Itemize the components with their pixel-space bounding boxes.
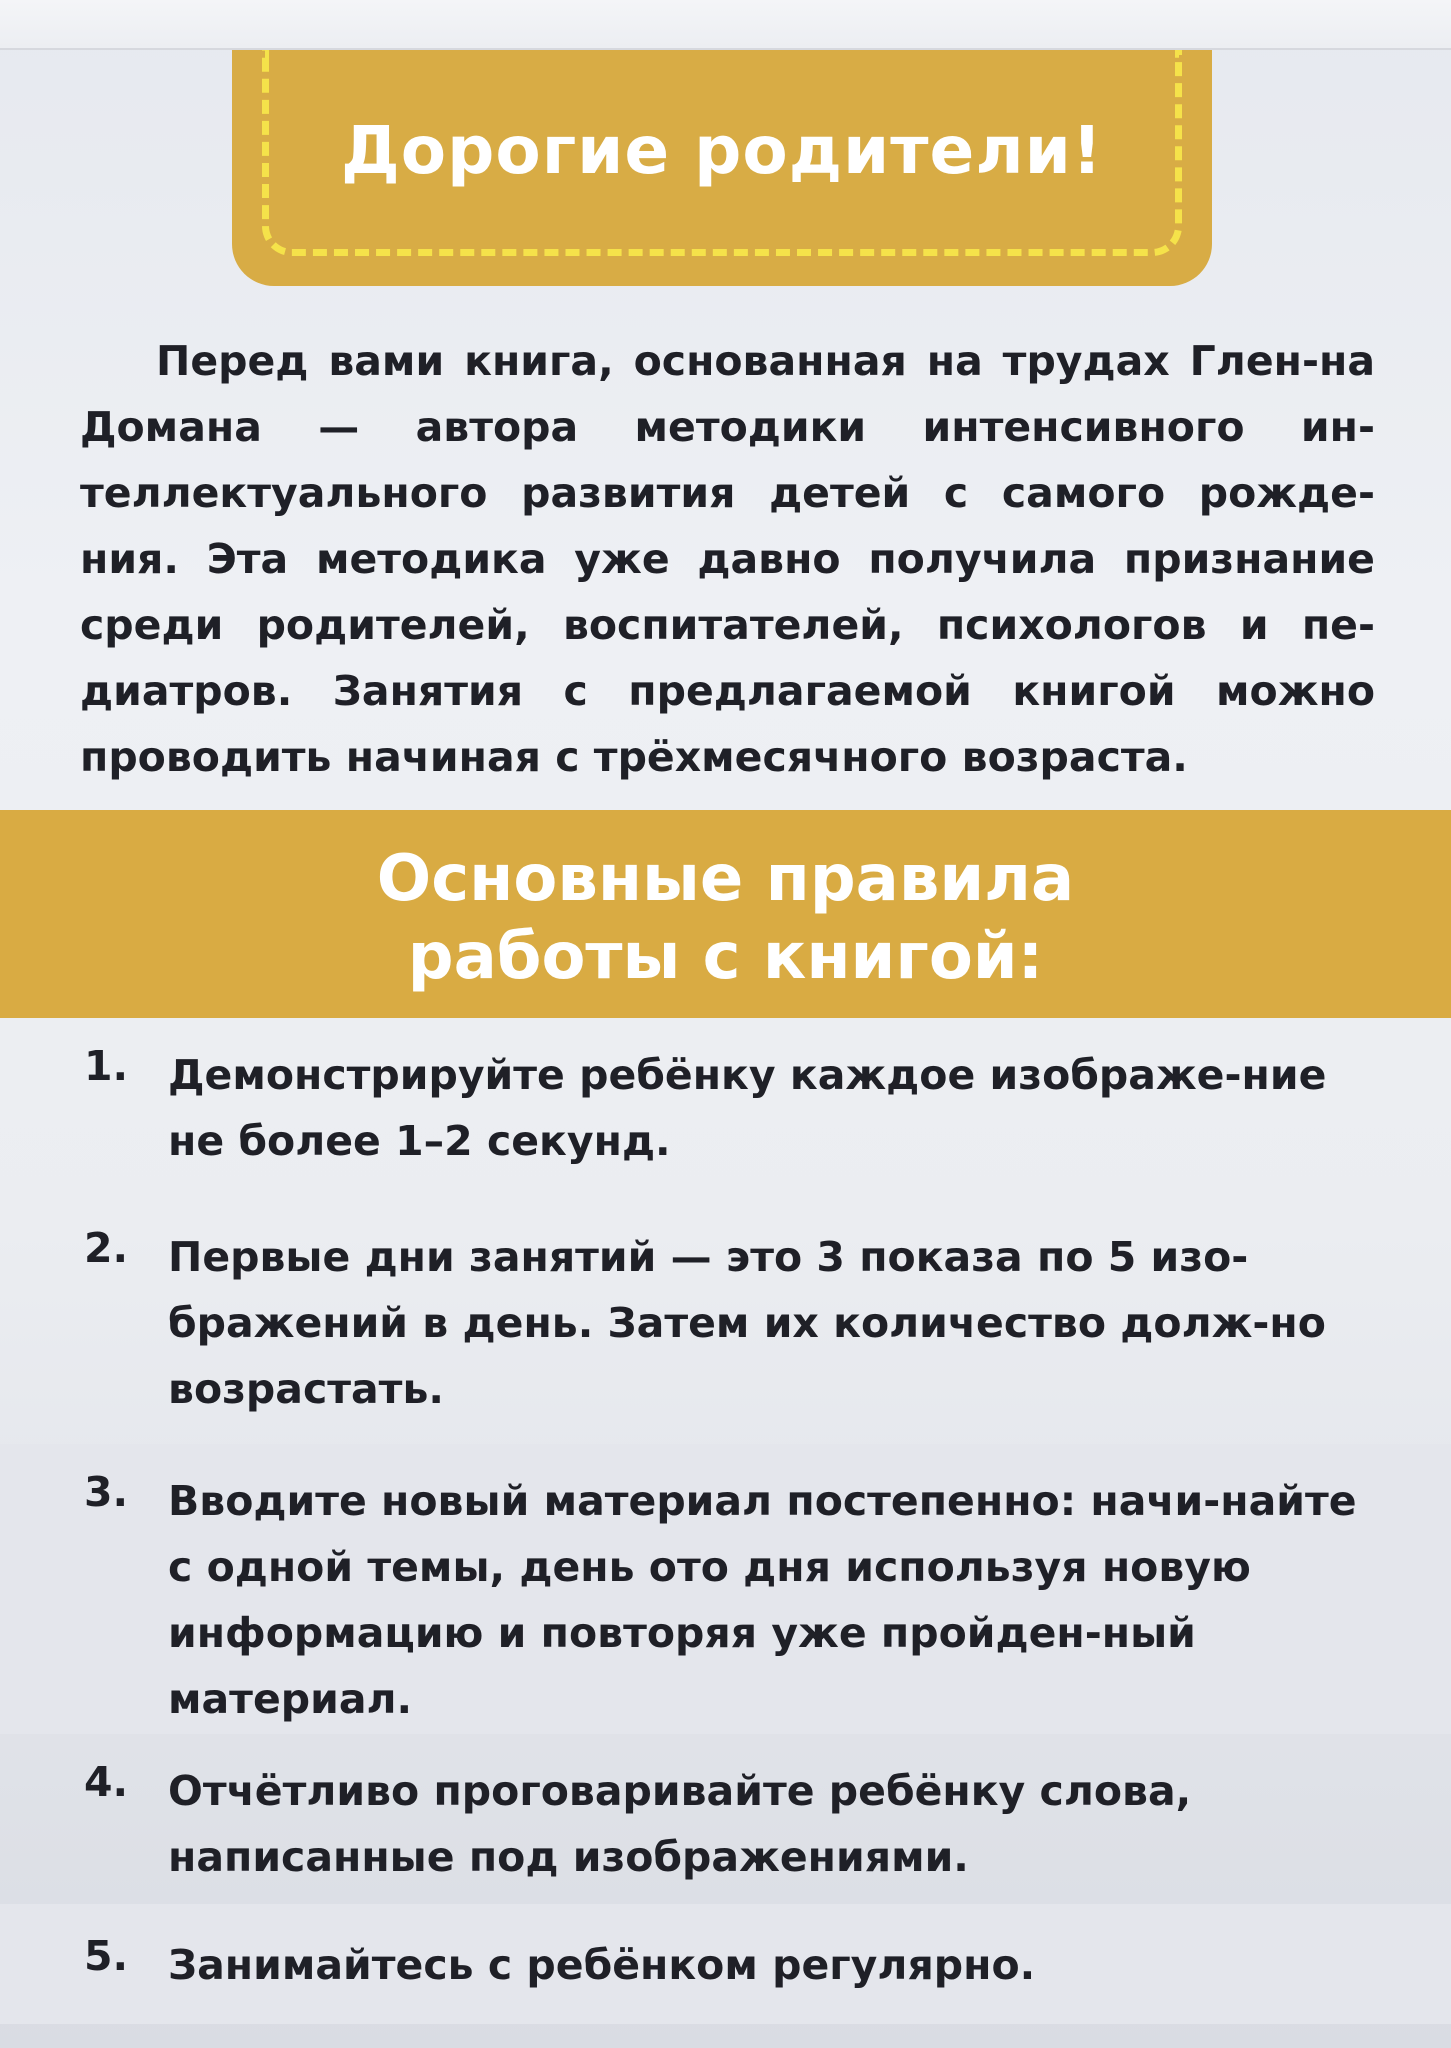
rules-header-band — [0, 810, 1451, 1018]
rule-number: 5. — [84, 1932, 129, 1980]
rule-item-1 — [0, 1018, 1451, 1200]
greeting-banner — [232, 50, 1212, 286]
rule-item-4 — [0, 1734, 1451, 1904]
greeting-title: Дорогие родители! — [340, 112, 1103, 189]
rule-text: Занимайтесь с ребёнком регулярно. — [168, 1941, 1036, 1989]
rule-number: 1. — [84, 1042, 129, 1090]
rule-text: Первые дни занятий — это 3 показа по 5 изо-бражений в день. Затем их количество долж-но возрастать. — [168, 1233, 1326, 1413]
rules-list — [0, 1018, 1451, 2024]
rule-number: 3. — [84, 1468, 129, 1516]
rules-title-line-1: Основные правила — [376, 842, 1075, 916]
rule-item-3 — [0, 1444, 1451, 1734]
rule-item-5 — [0, 1904, 1451, 2024]
rule-text: Вводите новый материал постепенно: начи-найте с одной темы, день ото дня используя новую информацию и повторяя уже пройден-ный материал. — [168, 1477, 1357, 1723]
intro-paragraph: Перед вами книга, основанная на трудах Глен-на Домана — автора методики интенсивного ин-теллектуального развития детей с самого рожде-ния. Эта методика уже давно получила признание среди родителей, воспитателей, психологов и пе-диатров. Занятия с предлагаемой книгой можно проводить начиная с трёхмесячного возраста. — [80, 337, 1375, 781]
rule-item-2 — [0, 1200, 1451, 1444]
rule-number: 4. — [84, 1758, 129, 1806]
rules-title — [0, 840, 1451, 996]
rule-text: Демонстрируйте ребёнку каждое изображе-ние не более 1–2 секунд. — [168, 1051, 1327, 1165]
page-top-edge — [0, 0, 1451, 50]
rule-number: 2. — [84, 1224, 129, 1272]
rules-title-line-2: работы с книгой: — [407, 920, 1044, 994]
rule-text: Отчётливо проговаривайте ребёнку слова, написанные под изображениями. — [168, 1767, 1192, 1881]
